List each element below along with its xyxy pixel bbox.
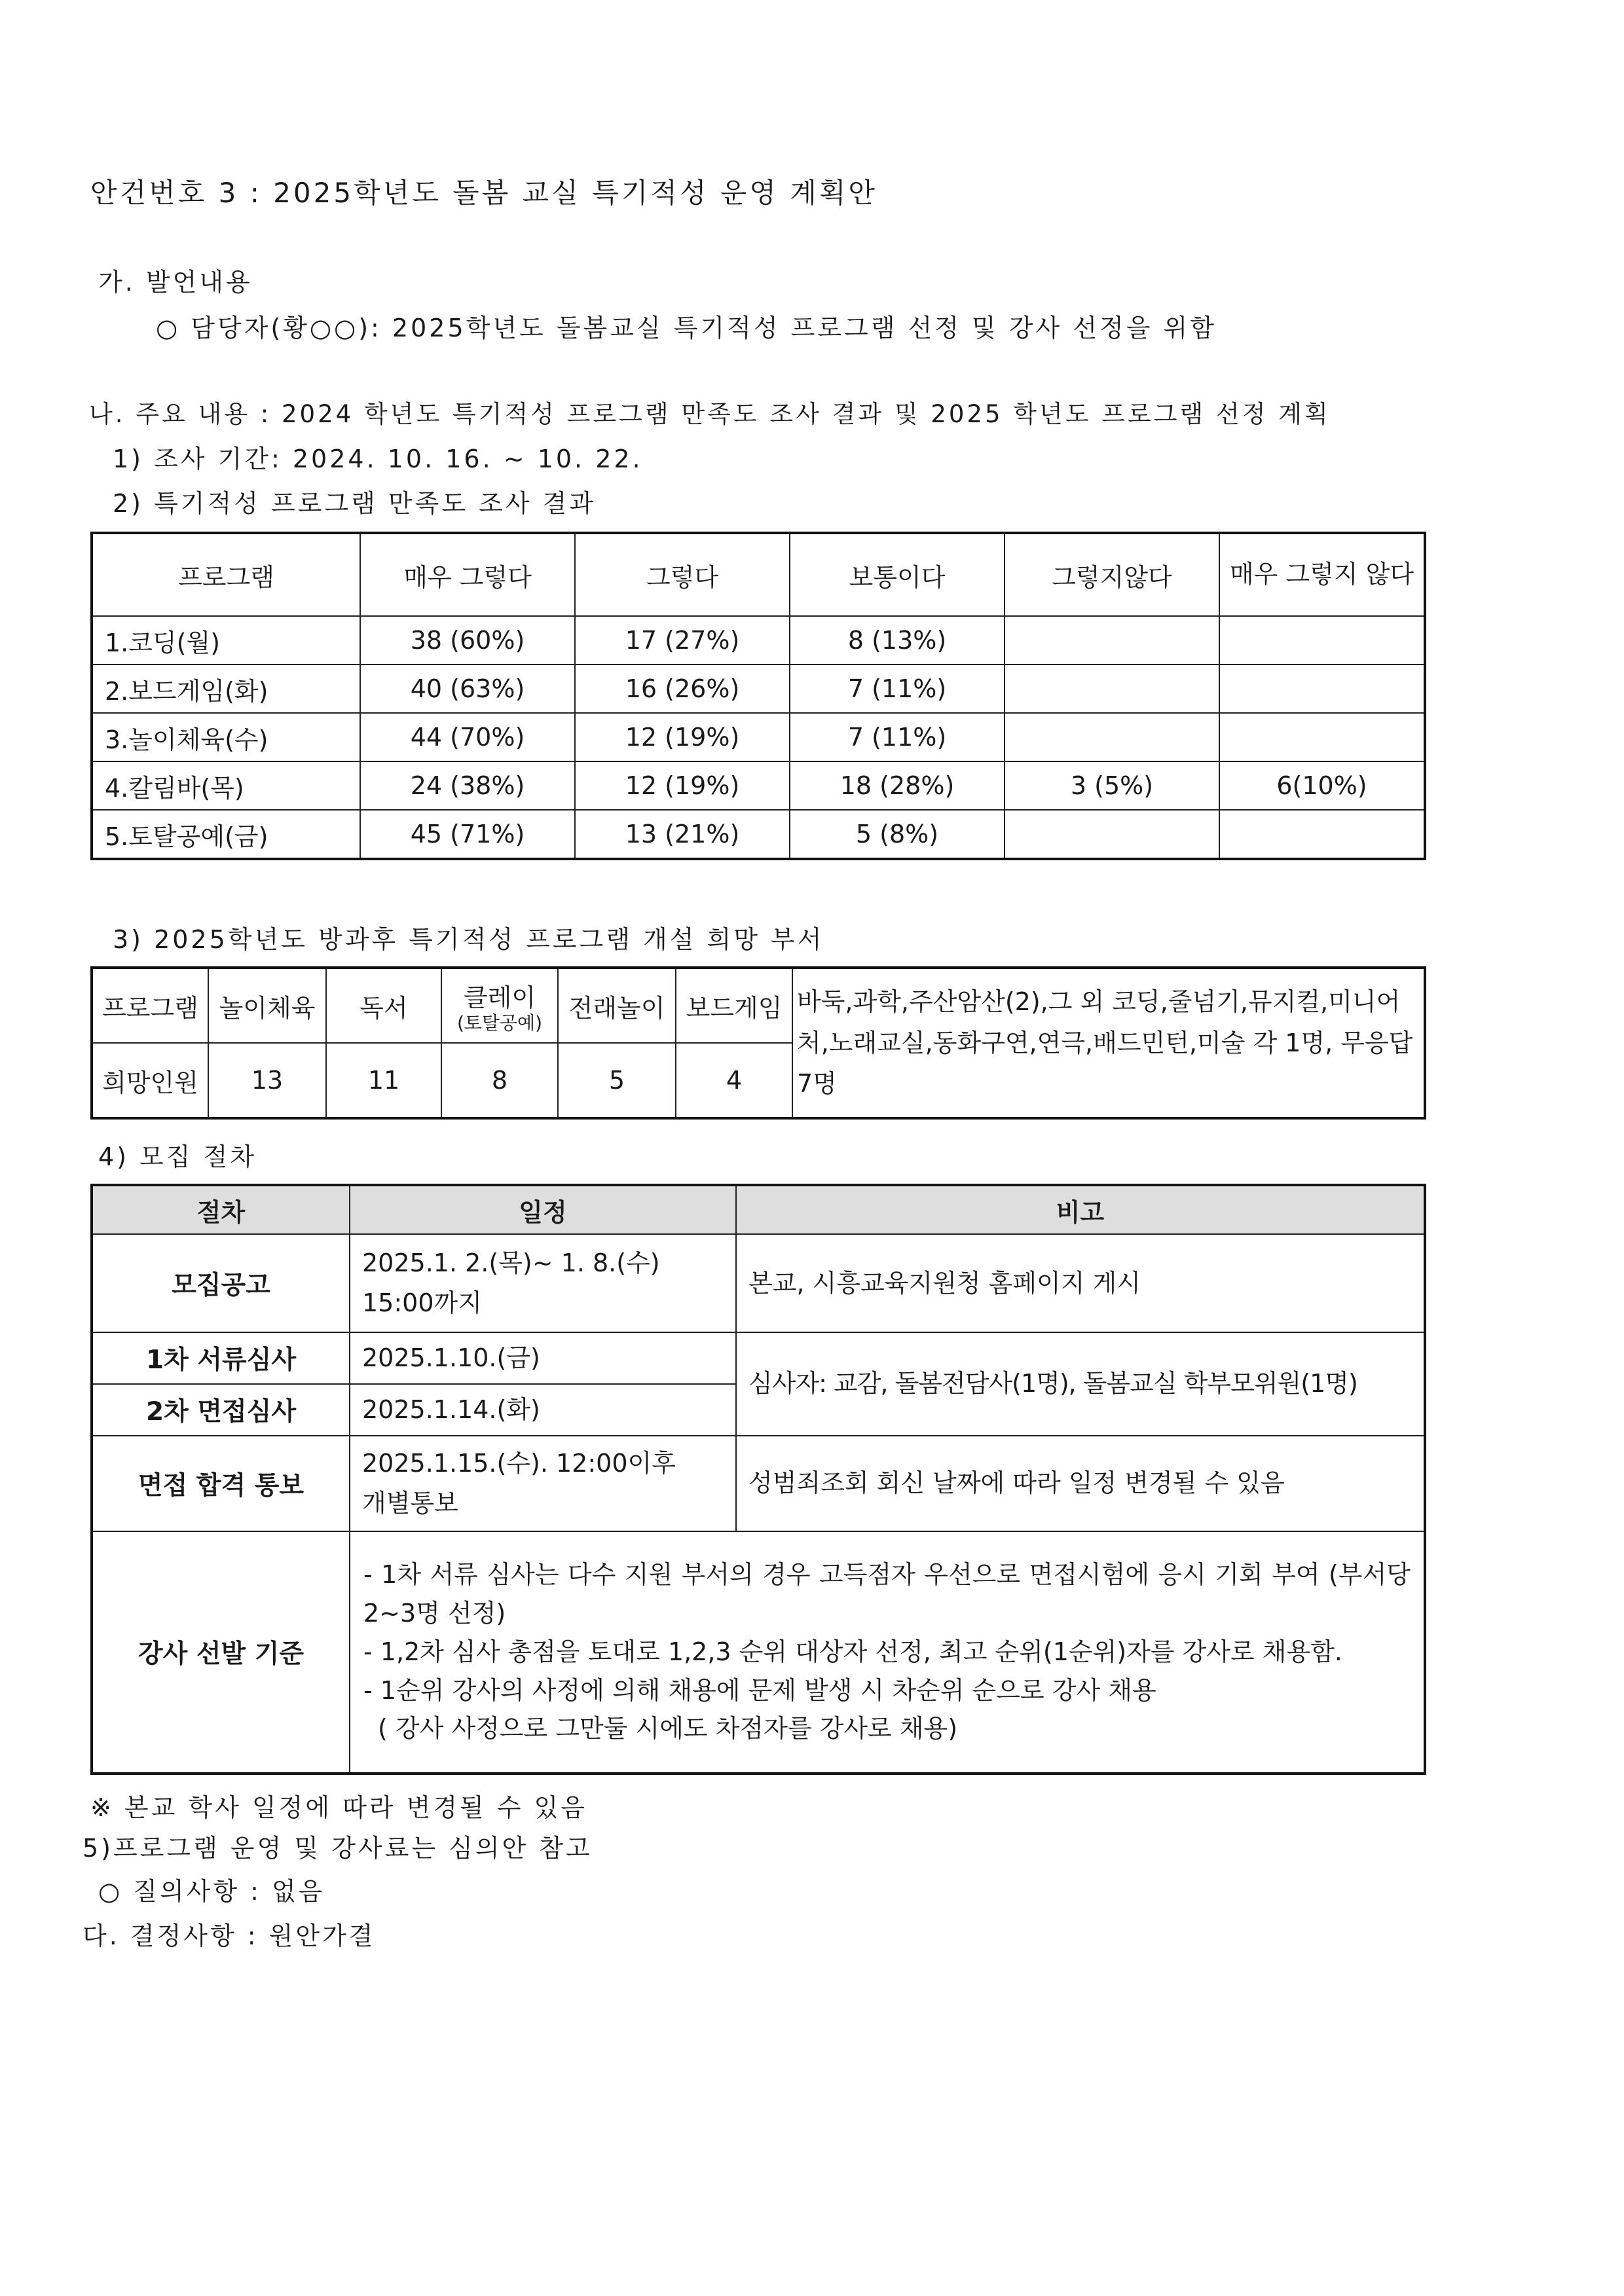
schedule-line: 개별통보 (362, 1488, 458, 1518)
program-name: 전래놀이 (558, 968, 676, 1043)
program-name: 놀이체육 (208, 968, 326, 1043)
value-cell: 24 (38%) (360, 761, 575, 810)
count-cell: 11 (326, 1043, 441, 1118)
column-header: 그렇다 (575, 533, 790, 616)
value-cell (1005, 810, 1219, 859)
remark-cell: 성범죄조회 회신 날짜에 따라 일정 변경될 수 있음 (736, 1436, 1425, 1531)
table-row (92, 810, 1425, 859)
schedule-line: 2025.1.15.(수). 12:00이후 (362, 1448, 676, 1478)
value-cell: 8 (13%) (790, 616, 1005, 665)
value-cell: 40 (63%) (360, 665, 575, 713)
column-header: 절차 (92, 1185, 350, 1234)
step-label: 1차 서류심사 (92, 1332, 350, 1384)
value-cell: 45 (71%) (360, 810, 575, 859)
table-header-row (92, 1185, 1425, 1234)
schedule-cell: 2025.1.14.(화) (350, 1384, 736, 1436)
section-ga-heading: 가. 발언내용 (98, 268, 253, 297)
table-row (92, 761, 1425, 810)
schedule-line: 2025.1. 2.(목)~ 1. 8.(수) (362, 1248, 660, 1278)
count-cell: 8 (441, 1043, 558, 1118)
value-cell (1219, 810, 1425, 859)
schedule-change-note: ※ 본교 학사 일정에 따라 변경될 수 있음 (90, 1793, 588, 1822)
value-cell: 12 (19%) (575, 713, 790, 761)
value-cell (1005, 665, 1219, 713)
survey-result-heading: 2) 특기적성 프로그램 만족도 조사 결과 (113, 489, 597, 518)
section-na-heading: 나. 주요 내용 : 2024 학년도 특기적성 프로그램 만족도 조사 결과 및 2025 학년도 프로그램 선정 계획 (89, 400, 1331, 428)
value-cell: 7 (11%) (790, 665, 1005, 713)
value-cell: 12 (19%) (575, 761, 790, 810)
column-header: 그렇지않다 (1005, 533, 1219, 616)
value-cell (1005, 713, 1219, 761)
program-cell: 5.토탈공예(금) (92, 810, 360, 859)
column-header: 매우 그렇지 않다 (1219, 533, 1425, 616)
selection-criteria-cell (350, 1531, 1425, 1774)
value-cell: 38 (60%) (360, 616, 575, 665)
value-cell: 16 (26%) (575, 665, 790, 713)
program-name: 보드게임 (676, 968, 792, 1043)
table-row (92, 616, 1425, 665)
schedule-cell (350, 1436, 736, 1531)
column-header: 보통이다 (790, 533, 1005, 616)
table-row (92, 665, 1425, 713)
count-cell: 5 (558, 1043, 676, 1118)
value-cell: 3 (5%) (1005, 761, 1219, 810)
recruitment-procedure-table (90, 1184, 1426, 1775)
program-cell: 3.놀이체육(수) (92, 713, 360, 761)
row-label: 희망인원 (92, 1043, 208, 1118)
step-label: 면접 합격 통보 (92, 1436, 350, 1531)
table-row (92, 1531, 1425, 1774)
agenda-title: 안건번호 3 : 2025학년도 돌봄 교실 특기적성 운영 계획안 (90, 177, 878, 209)
program-subname: (토탈공예) (456, 1012, 543, 1034)
column-header: 비고 (736, 1185, 1425, 1234)
program-demand-table (90, 966, 1426, 1120)
program-fee-note: 5)프로그램 운영 및 강사료는 심의안 참고 (83, 1834, 593, 1863)
remark-cell: 본교, 시흥교육지원청 홈페이지 게시 (736, 1234, 1425, 1332)
value-cell: 13 (21%) (575, 810, 790, 859)
speaker-statement: ○ 담당자(황○○): 2025학년도 돌봄교실 특기적성 프로그램 선정 및 강사 선정을 위함 (156, 314, 1217, 342)
value-cell (1219, 665, 1425, 713)
criteria-line: - 1순위 강사의 사정에 의해 채용에 문제 발생 시 차순위 순으로 강사 채용 (363, 1675, 1156, 1705)
value-cell: 7 (11%) (790, 713, 1005, 761)
row-label: 프로그램 (92, 968, 208, 1043)
satisfaction-survey-table (90, 532, 1426, 860)
schedule-cell: 2025.1.10.(금) (350, 1332, 736, 1384)
other-programs-note: 바둑,과학,주산암산(2),그 외 코딩,줄넘기,뮤지컬,미니어처,노래교실,동화구연,연극,배드민턴,미술 각 1명, 무응답 7명 (792, 968, 1425, 1118)
program-cell: 1.코딩(월) (92, 616, 360, 665)
program-name: 독서 (326, 968, 441, 1043)
schedule-cell (350, 1234, 736, 1332)
program-name-clay (441, 968, 558, 1043)
table-row (92, 1332, 1425, 1384)
column-header: 프로그램 (92, 533, 360, 616)
program-cell: 2.보드게임(화) (92, 665, 360, 713)
remark-cell: 심사자: 교감, 돌봄전담사(1명), 돌봄교실 학부모위원(1명) (736, 1332, 1425, 1436)
column-header: 매우 그렇다 (360, 533, 575, 616)
value-cell: 5 (8%) (790, 810, 1005, 859)
program-name: 클레이 (463, 983, 536, 1013)
count-cell: 13 (208, 1043, 326, 1118)
value-cell: 18 (28%) (790, 761, 1005, 810)
value-cell (1219, 713, 1425, 761)
survey-period: 1) 조사 기간: 2024. 10. 16. ~ 10. 22. (113, 445, 643, 473)
column-header: 일정 (350, 1185, 736, 1234)
table-header-row (92, 533, 1425, 616)
step-label: 2차 면접심사 (92, 1384, 350, 1436)
value-cell: 44 (70%) (360, 713, 575, 761)
step-label: 강사 선발 기준 (92, 1531, 350, 1774)
recruitment-procedure-heading: 4) 모집 절차 (98, 1142, 257, 1171)
value-cell (1005, 616, 1219, 665)
criteria-line: - 1차 서류 심사는 다수 지원 부서의 경우 고득점자 우선으로 면접시험에 응시 기회 부여 (부서당 2~3명 선정) (363, 1559, 1411, 1628)
table-row (92, 1436, 1425, 1531)
criteria-line: - 1,2차 심사 총점을 토대로 1,2,3 순위 대상자 선정, 최고 순위(1순위)자를 강사로 채용함. (363, 1637, 1343, 1666)
program-cell: 4.칼림바(목) (92, 761, 360, 810)
count-cell: 4 (676, 1043, 792, 1118)
value-cell: 6(10%) (1219, 761, 1425, 810)
decision-line: 다. 결정사항 : 원안가결 (83, 1922, 376, 1950)
questions-line: ○ 질의사항 : 없음 (98, 1877, 325, 1906)
criteria-line: ( 강사 사정으로 그만둘 시에도 차점자를 강사로 채용) (378, 1714, 958, 1743)
step-label: 모집공고 (92, 1234, 350, 1332)
value-cell: 17 (27%) (575, 616, 790, 665)
table-row (92, 713, 1425, 761)
table-row (92, 1234, 1425, 1332)
schedule-line: 15:00까지 (362, 1288, 482, 1317)
table-row (92, 968, 1425, 1043)
program-demand-heading: 3) 2025학년도 방과후 특기적성 프로그램 개설 희망 부서 (113, 925, 824, 954)
value-cell (1219, 616, 1425, 665)
